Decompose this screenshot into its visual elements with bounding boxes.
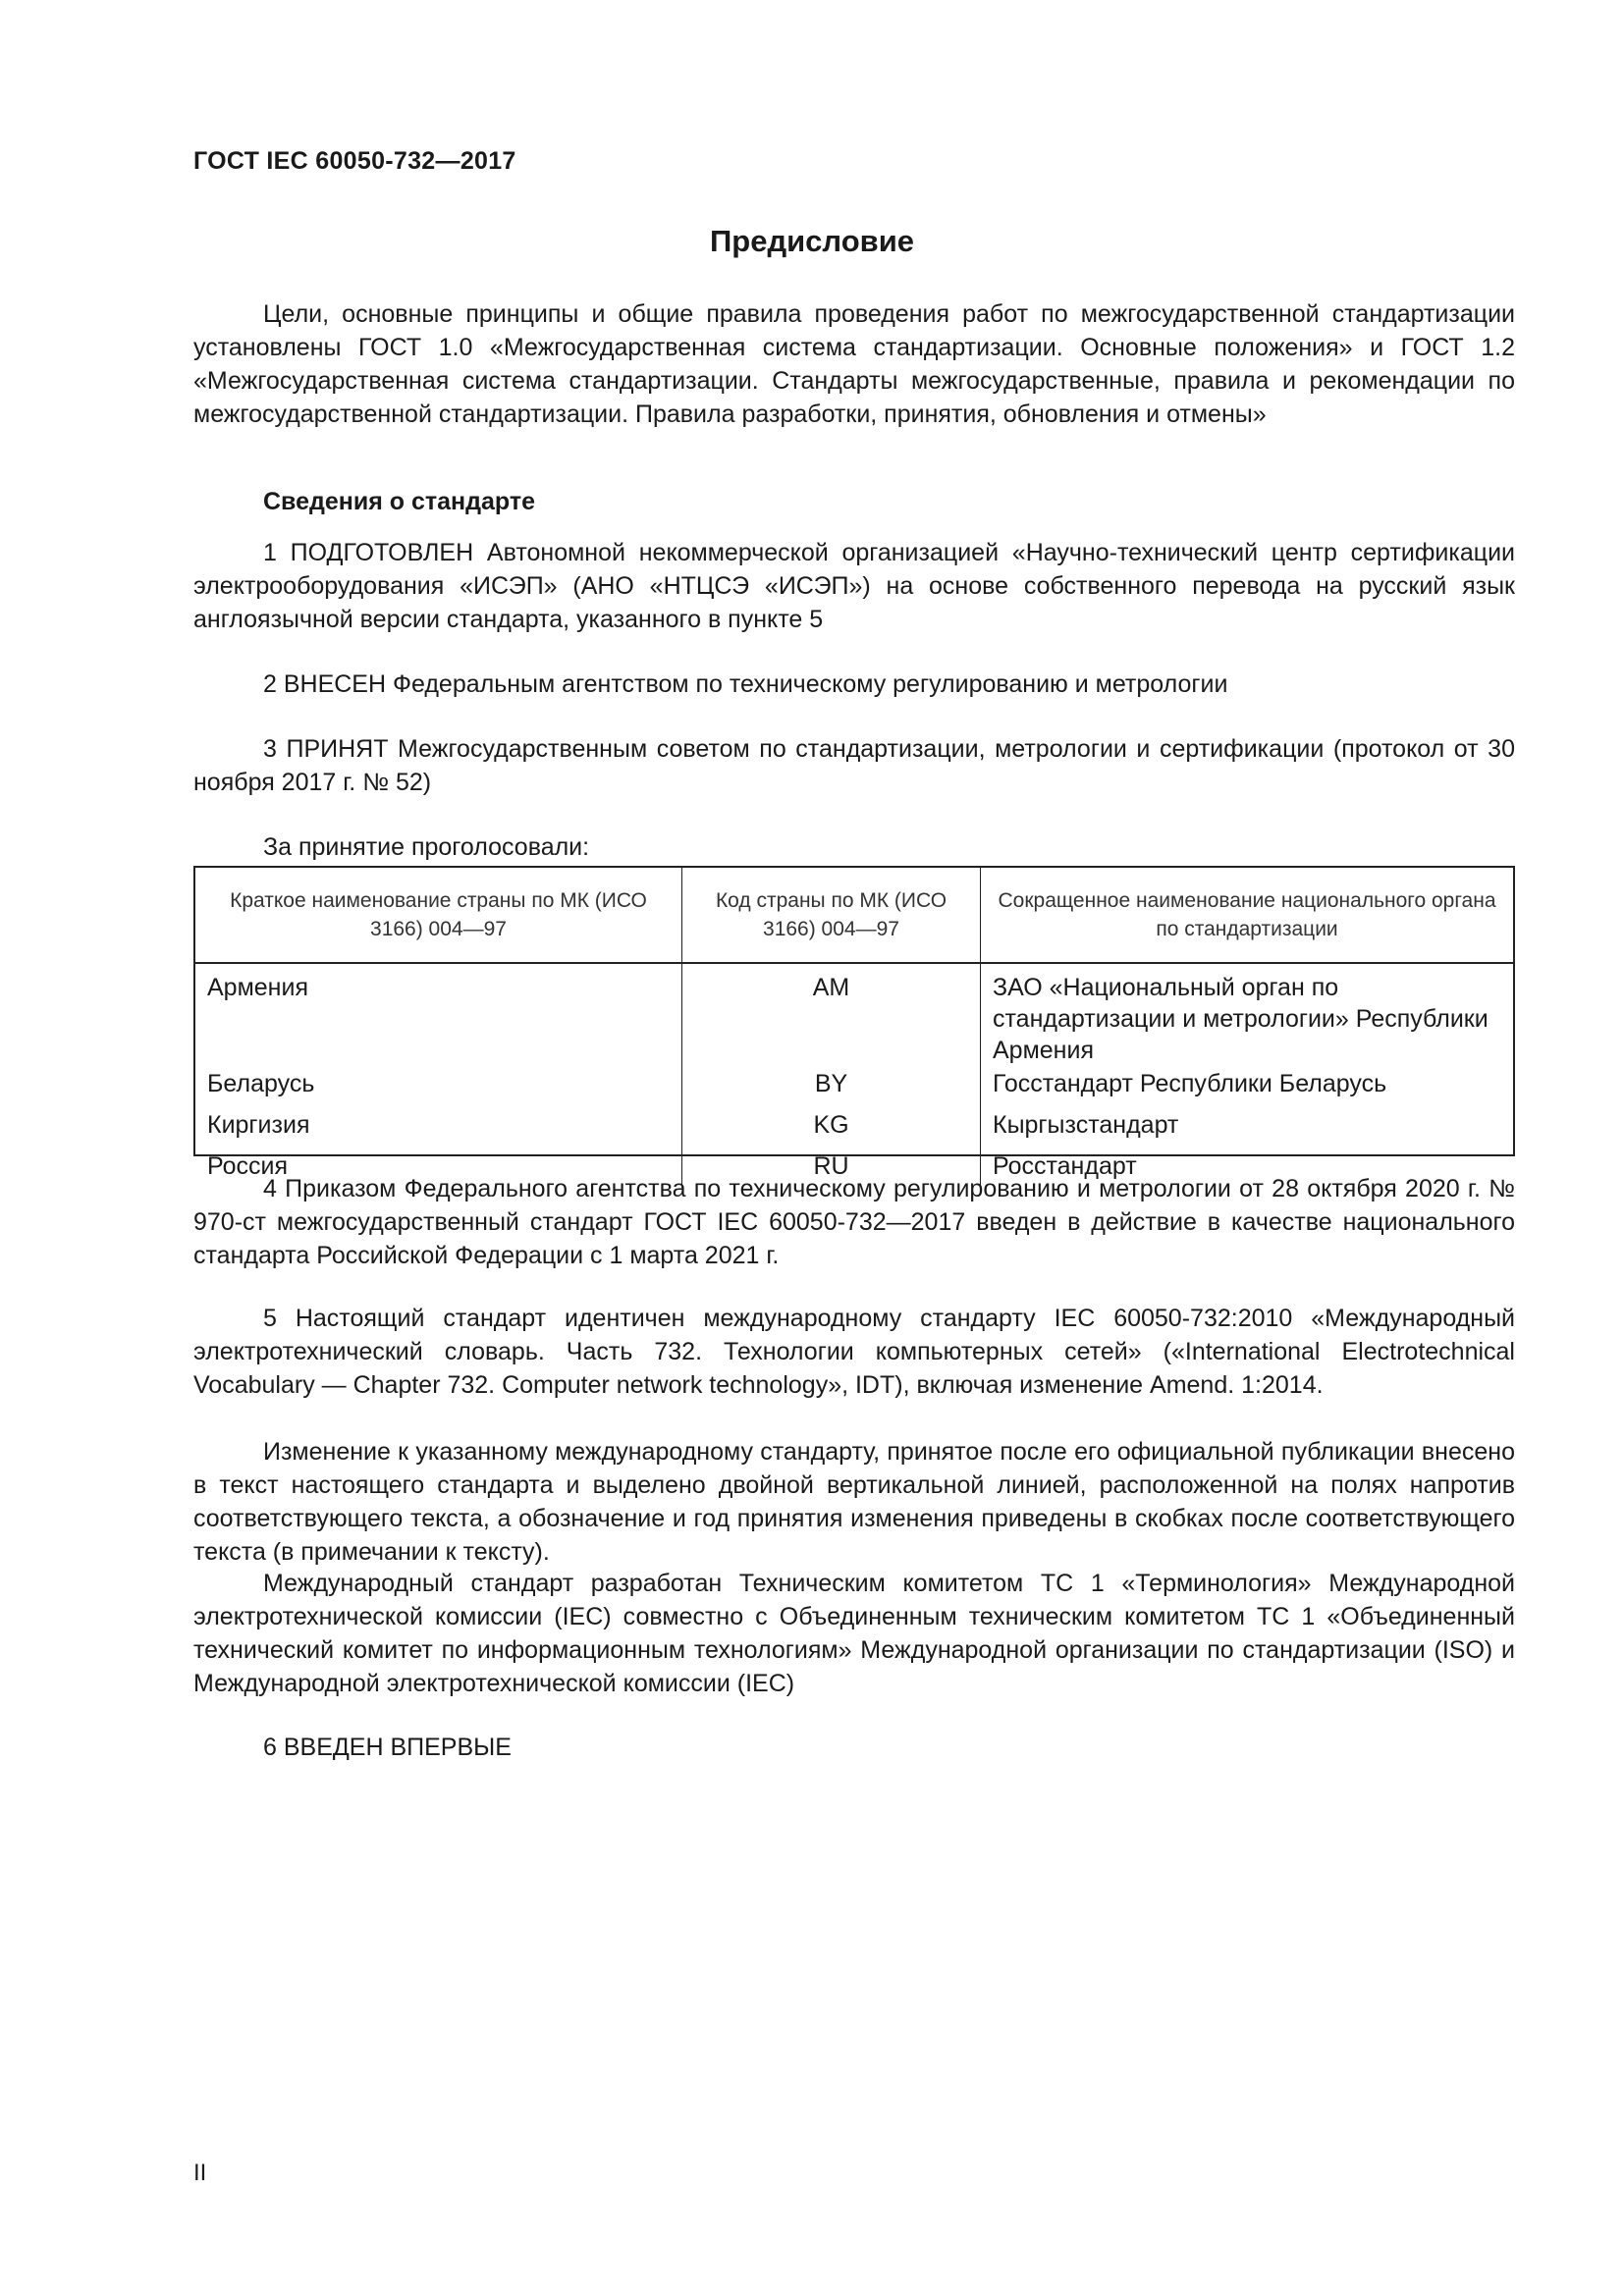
item-4-order: 4 Приказом Федерального агентства по техническому регулированию и метрологии от 28 октября 2020 г. № 970-ст межгосударственный стандарт ГОСТ IEC 60050-732—2017 введен в действие в качестве национального стандарта Российской Федерации с 1 марта 2021 г. [193,1175,1515,1269]
section-subheading: Сведения о стандарте [263,488,536,515]
page-number: II [193,2160,207,2186]
document-code: ГОСТ IEC 60050-732—2017 [193,147,516,175]
country-cell: Россия [195,1148,682,1188]
page-title: Предисловие [709,224,914,258]
vote-table [193,866,1515,1180]
body-cell: ЗАО «Национальный орган по стандартизации и метрологии» Республики Армения [993,974,1489,1064]
intro-paragraph: Цели, основные принципы и общие правила проведения работ по межгосударственной стандартизации установлены ГОСТ 1.0 «Межгосударственная система стандартизации. Основные положения» и ГОСТ 1.2 «Межгосударственная система стандартизации. Стандарты межгосударственные, правила и рекомендации по межгосударственной стандартизации. Правила разработки, принятия, обновления и отмены» [193,300,1515,428]
body-cell: Росстандарт [993,1152,1137,1180]
item-6-introduced: 6 ВВЕДЕН ВПЕРВЫЕ [263,1734,512,1761]
code-cell: AM [682,963,981,1066]
code-cell: KG [682,1107,981,1148]
item-2-submitted: 2 ВНЕСЕН Федеральным агентством по техническому регулированию и метрологии [263,670,1228,698]
column-header-body: Сокращенное наименование национального органа по стандартизации [981,868,1514,963]
table-header-row [195,868,1513,963]
body-cell: Кыргызстандарт [993,1111,1179,1139]
item-5-identical: 5 Настоящий стандарт идентичен международному стандарту IEC 60050-732:2010 «Международный электротехнический словарь. Часть 732. Технологии компьютерных сетей» («International Electrotechnical Vocabulary — Chapter 732. Computer network technology», IDT), включая изменение Amend. 1:2014. [193,1305,1515,1399]
country-cell: Беларусь [195,1066,682,1107]
item-5-change-note: Изменение к указанному международному стандарту, принятое после его официальной публикации внесено в текст настоящего стандарта и выделено двойной вертикальной линией, расположенной на полях напротив соответствующего текста, а обозначение и год принятия изменения приведены в скобках после соответствующего текста (в примечании к тексту). [193,1438,1515,1566]
item-1-prepared: 1 ПОДГОТОВЛЕН Автономной некоммерческой организацией «Научно-технический центр сертификации электрооборудования «ИСЭП» (АНО «НТЦСЭ «ИСЭП») на основе собственного перевода на русский язык англоязычной версии стандарта, указанного в пункте 5 [193,539,1515,633]
table-row [195,1107,1513,1148]
column-header-country: Краткое наименование страны по МК (ИСО 3166) 004—97 [195,868,682,963]
code-cell: RU [682,1148,981,1188]
country-cell: Киргизия [195,1107,682,1148]
country-cell: Армения [195,963,682,1066]
item-3-adopted: 3 ПРИНЯТ Межгосударственным советом по стандартизации, метрологии и сертификации (протокол от 30 ноября 2017 г. № 52) [193,735,1515,796]
vote-intro: За принятие проголосовали: [263,833,590,861]
item-5-committee: Международный стандарт разработан Техническим комитетом ТС 1 «Терминология» Международной электротехнической комиссии (IEC) совместно с Объединенным техническим комитетом ТС 1 «Объединенный технический комитет по информационным технологиям» Международной организации по стандартизации (ISO) и Международной электротехнической комиссии (IEC) [193,1570,1515,1697]
body-cell: Госстандарт Республики Беларусь [993,1070,1387,1097]
table-row [195,963,1513,1066]
column-header-code: Код страны по МК (ИСО 3166) 004—97 [682,868,981,963]
code-cell: BY [682,1066,981,1107]
table-row [195,1066,1513,1107]
